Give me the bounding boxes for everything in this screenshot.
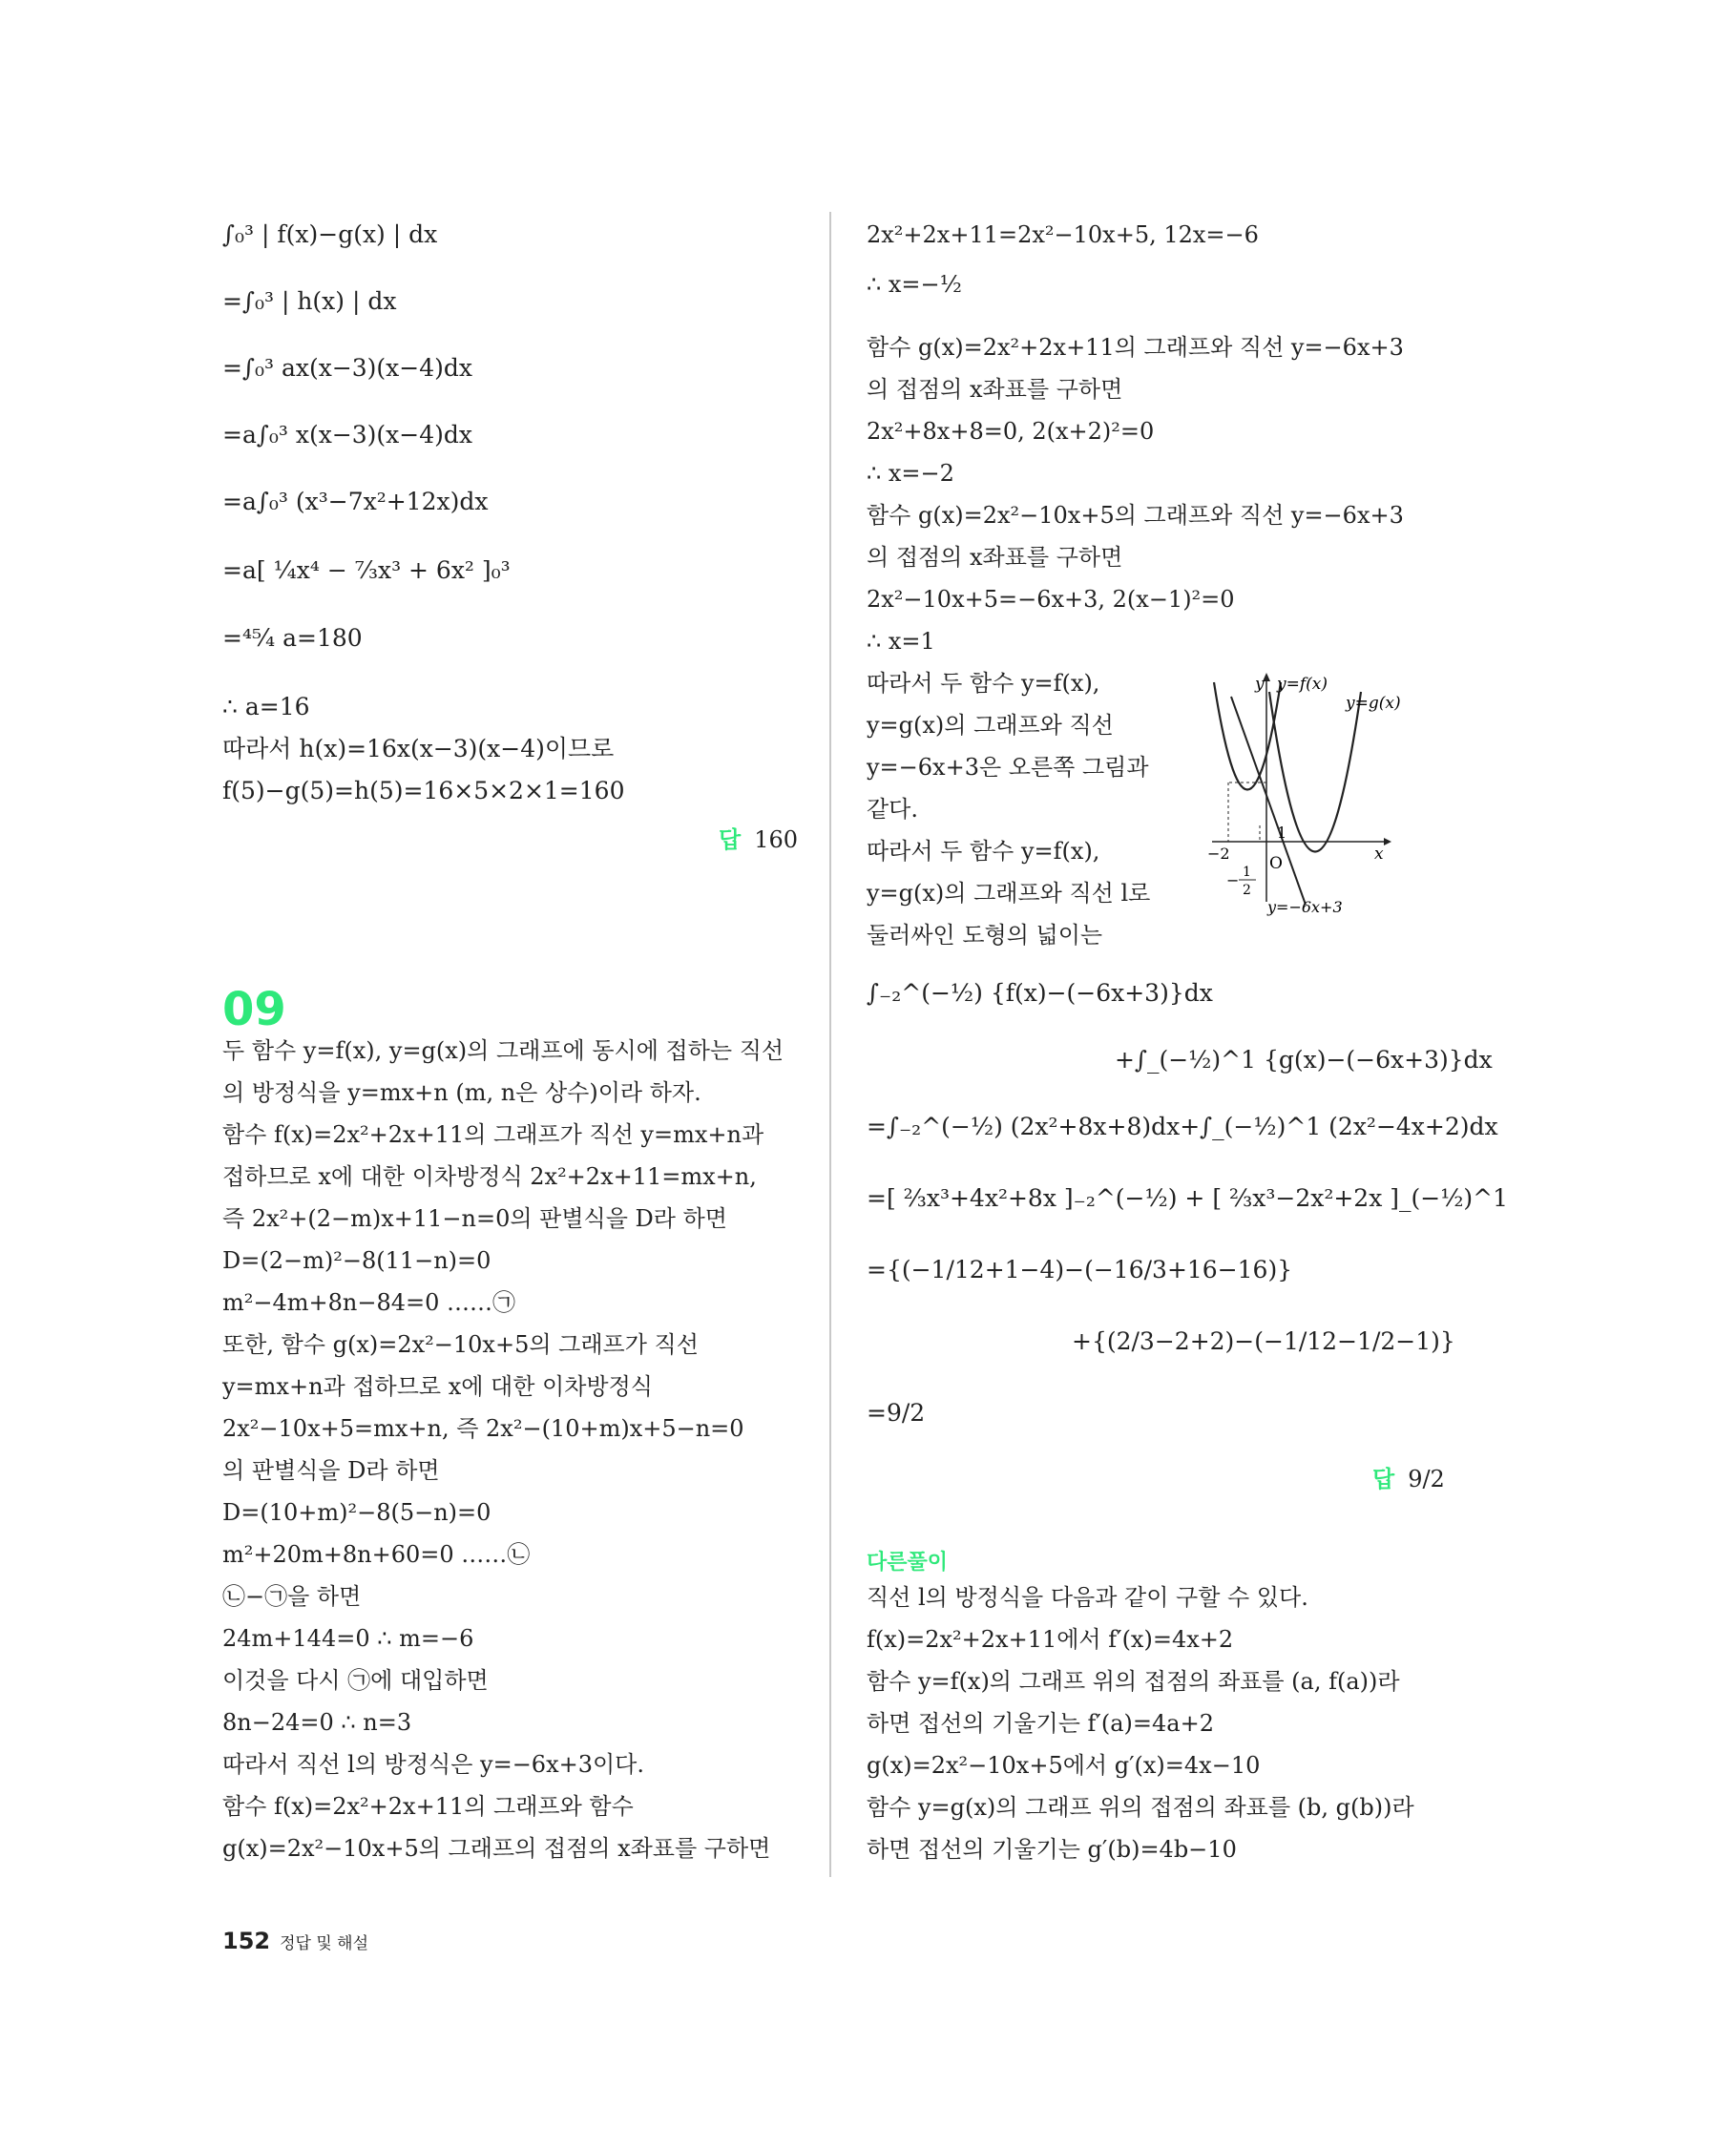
right-line: 의 접점의 x좌표를 구하면 bbox=[867, 376, 1123, 403]
page-number: 152 bbox=[222, 1928, 271, 1954]
label-one: 1 bbox=[1277, 824, 1287, 842]
left-line: =a∫₀³ x(x−3)(x−4)dx bbox=[222, 421, 472, 449]
left-line: =∫₀³ | h(x) | dx bbox=[222, 287, 397, 315]
integral-line: =[ ⅔x³+4x²+8x ]₋₂^(−½) + [ ⅔x³−2x²+2x ]_(−½)^1 bbox=[867, 1184, 1509, 1212]
alt-line: f(x)=2x²+2x+11에서 f′(x)=4x+2 bbox=[867, 1626, 1234, 1653]
integral-line: +∫_(−½)^1 {g(x)−(−6x+3)}dx bbox=[1115, 1046, 1493, 1074]
problem-line: 24m+144=0 ∴ m=−6 bbox=[222, 1625, 474, 1652]
alt-line: 함수 y=g(x)의 그래프 위의 접점의 좌표를 (b, g(b))라 bbox=[867, 1794, 1414, 1821]
alt-line: 직선 l의 방정식을 다음과 같이 구할 수 있다. bbox=[867, 1584, 1308, 1611]
left-line: ∫₀³ | f(x)−g(x) | dx bbox=[222, 220, 438, 248]
label-neg-sign: − bbox=[1226, 871, 1240, 889]
right-line: 의 접점의 x좌표를 구하면 bbox=[867, 544, 1123, 571]
problem-line: m²+20m+8n+60=0 ……㉡ bbox=[222, 1541, 531, 1568]
right-line: ∴ x=−2 bbox=[867, 460, 954, 487]
label-neg2: −2 bbox=[1207, 845, 1230, 863]
problem-line: g(x)=2x²−10x+5의 그래프의 접점의 x좌표를 구하면 bbox=[222, 1835, 771, 1862]
integral-line: +{(2/3−2+2)−(−1/12−1/2−1)} bbox=[1072, 1327, 1455, 1355]
integral-line: ∫₋₂^(−½) {f(x)−(−6x+3)}dx bbox=[867, 979, 1213, 1007]
right-line: y=−6x+3은 오른쪽 그림과 bbox=[867, 754, 1149, 781]
integral-line: ={(−1/12+1−4)−(−16/3+16−16)} bbox=[867, 1256, 1293, 1283]
problem-line: y=mx+n과 접하므로 x에 대한 이차방정식 bbox=[222, 1373, 653, 1400]
right-line: ∴ x=−½ bbox=[867, 271, 962, 298]
answer-160 bbox=[719, 821, 798, 854]
problem-line: 의 판별식을 D라 하면 bbox=[222, 1457, 440, 1484]
right-line: 둘러싸인 도형의 넓이는 bbox=[867, 922, 1103, 949]
answer-value: 160 bbox=[754, 826, 798, 853]
problem-line: 즉 2x²+(2−m)x+11−n=0의 판별식을 D라 하면 bbox=[222, 1205, 727, 1232]
problem-line: m²−4m+8n−84=0 ……㉠ bbox=[222, 1289, 516, 1316]
x-axis-arrow bbox=[1384, 838, 1391, 845]
problem-line: 8n−24=0 ∴ n=3 bbox=[222, 1709, 412, 1736]
alt-solution-tag: 다른풀이 bbox=[867, 1551, 949, 1575]
answer-value: 9/2 bbox=[1408, 1466, 1445, 1492]
right-line: 함수 g(x)=2x²+2x+11의 그래프와 직선 y=−6x+3 bbox=[867, 334, 1404, 361]
integral-line: =∫₋₂^(−½) (2x²+8x+8)dx+∫_(−½)^1 (2x²−4x+2)dx bbox=[867, 1113, 1498, 1140]
right-line: 함수 g(x)=2x²−10x+5의 그래프와 직선 y=−6x+3 bbox=[867, 502, 1404, 529]
problem-line: 두 함수 y=f(x), y=g(x)의 그래프에 동시에 접하는 직선 bbox=[222, 1037, 784, 1064]
answer-9-2 bbox=[1372, 1460, 1445, 1493]
problem-line: 2x²−10x+5=mx+n, 즉 2x²−(10+m)x+5−n=0 bbox=[222, 1415, 744, 1442]
label-neghalf-den: 2 bbox=[1243, 883, 1251, 898]
left-line: 따라서 h(x)=16x(x−3)(x−4)이므로 bbox=[222, 735, 615, 762]
right-line: y=g(x)의 그래프와 직선 bbox=[867, 712, 1114, 739]
alt-line: 하면 접선의 기울기는 g′(b)=4b−10 bbox=[867, 1836, 1237, 1863]
problem-line: 이것을 다시 ㉠에 대입하면 bbox=[222, 1667, 489, 1694]
graph-figure bbox=[1203, 668, 1451, 916]
alt-line: 하면 접선의 기울기는 f′(a)=4a+2 bbox=[867, 1710, 1214, 1737]
problem-line: ㉡−㉠을 하면 bbox=[222, 1583, 362, 1610]
left-line: =a∫₀³ (x³−7x²+12x)dx bbox=[222, 488, 489, 515]
label-neghalf-num: 1 bbox=[1243, 865, 1251, 880]
left-line: =∫₀³ ax(x−3)(x−4)dx bbox=[222, 354, 472, 382]
left-line: ∴ a=16 bbox=[222, 693, 310, 720]
problem-line: 함수 f(x)=2x²+2x+11의 그래프가 직선 y=mx+n과 bbox=[222, 1121, 764, 1148]
label-line: y=−6x+3 bbox=[1267, 898, 1343, 916]
label-origin: O bbox=[1269, 854, 1283, 873]
problem-line: 의 방정식을 y=mx+n (m, n은 상수)이라 하자. bbox=[222, 1079, 701, 1106]
left-line: =a[ ¼x⁴ − ⁷⁄₃x³ + 6x² ]₀³ bbox=[222, 556, 511, 584]
answer-tag: 답 bbox=[719, 826, 742, 853]
problem-line: 따라서 직선 l의 방정식은 y=−6x+3이다. bbox=[222, 1751, 644, 1778]
integral-line: =9/2 bbox=[867, 1399, 926, 1427]
column-divider bbox=[829, 212, 831, 1877]
page-footer bbox=[222, 1928, 368, 1954]
footer-text: 정답 및 해설 bbox=[280, 1934, 369, 1953]
problem-number: 09 bbox=[222, 983, 286, 1036]
alt-line: 함수 y=f(x)의 그래프 위의 접점의 좌표를 (a, f(a))라 bbox=[867, 1668, 1400, 1695]
right-line: 같다. bbox=[867, 796, 918, 823]
left-line: f(5)−g(5)=h(5)=16×5×2×1=160 bbox=[222, 777, 625, 804]
label-g: y=g(x) bbox=[1346, 694, 1401, 713]
answer-tag: 답 bbox=[1372, 1466, 1395, 1492]
problem-line: 함수 f(x)=2x²+2x+11의 그래프와 함수 bbox=[222, 1793, 634, 1820]
label-x: x bbox=[1374, 845, 1384, 864]
label-f: y=f(x) bbox=[1277, 675, 1328, 694]
right-line: 2x²+2x+11=2x²−10x+5, 12x=−6 bbox=[867, 221, 1259, 248]
problem-line: 접하므로 x에 대한 이차방정식 2x²+2x+11=mx+n, bbox=[222, 1163, 757, 1190]
problem-line: D=(10+m)²−8(5−n)=0 bbox=[222, 1499, 492, 1526]
label-y: y bbox=[1255, 675, 1265, 694]
right-line: 2x²−10x+5=−6x+3, 2(x−1)²=0 bbox=[867, 586, 1235, 613]
right-line: y=g(x)의 그래프와 직선 l로 bbox=[867, 880, 1151, 907]
problem-line: 또한, 함수 g(x)=2x²−10x+5의 그래프가 직선 bbox=[222, 1331, 699, 1358]
right-line: 2x²+8x+8=0, 2(x+2)²=0 bbox=[867, 418, 1155, 445]
left-line: =⁴⁵⁄₄ a=180 bbox=[222, 624, 363, 652]
right-line: 따라서 두 함수 y=f(x), bbox=[867, 838, 1100, 865]
right-line: 따라서 두 함수 y=f(x), bbox=[867, 670, 1100, 697]
right-line: ∴ x=1 bbox=[867, 628, 935, 655]
alt-line: g(x)=2x²−10x+5에서 g′(x)=4x−10 bbox=[867, 1752, 1261, 1779]
problem-line: D=(2−m)²−8(11−n)=0 bbox=[222, 1247, 492, 1274]
